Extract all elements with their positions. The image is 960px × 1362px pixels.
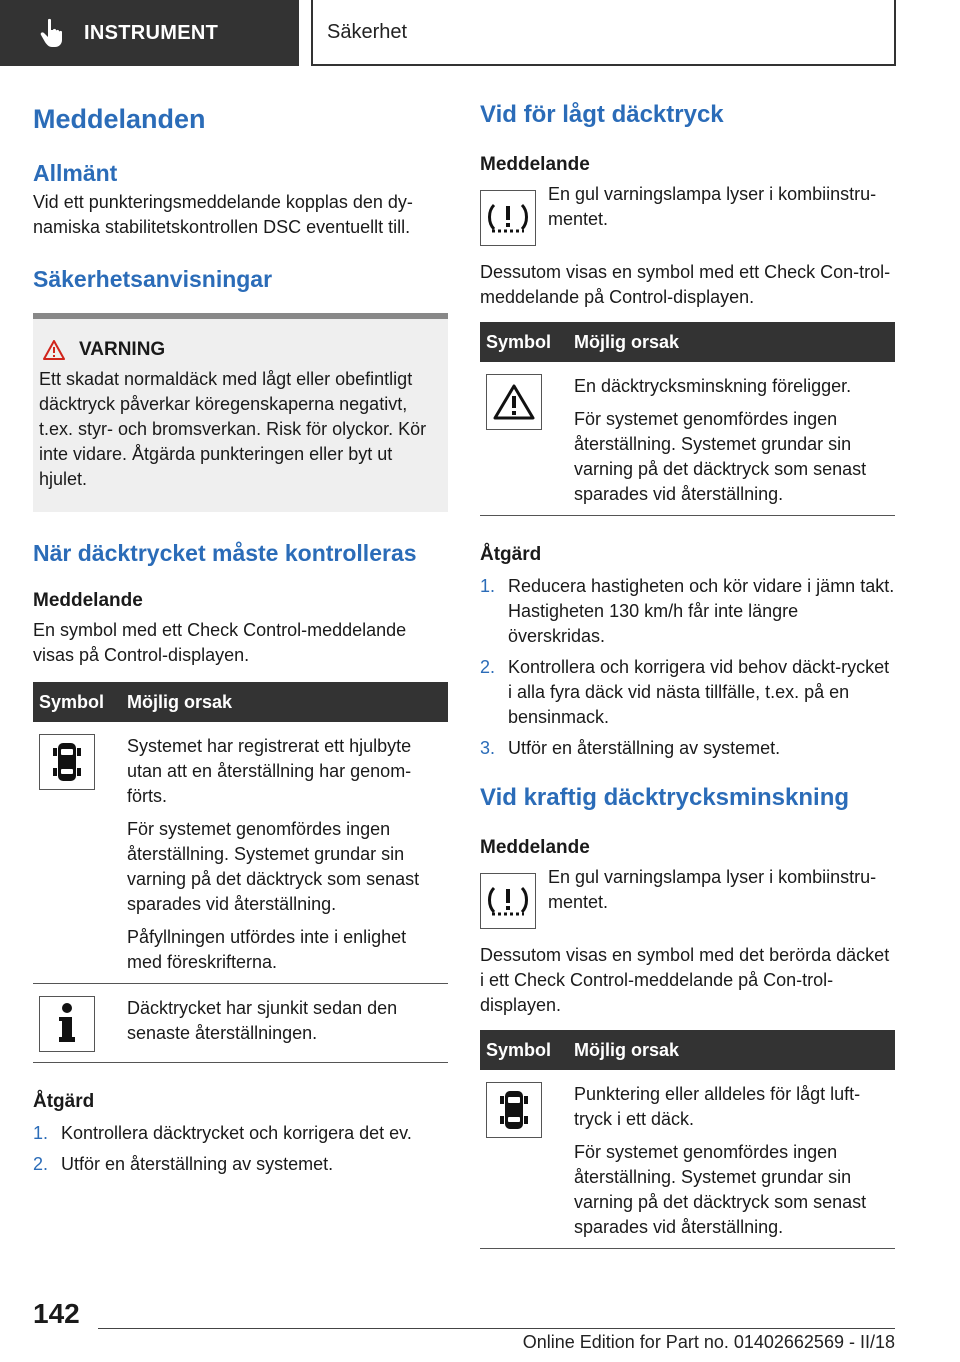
cause-text: Punktering eller alldeles för lågt luft-tryck i ett däck. xyxy=(574,1084,861,1129)
warning-text: Ett skadat normaldäck med lågt eller obefintligt däcktryck påverkar köregenskaperna negativt, t.ex. styr- och bromsverkan. Risk för olyckor. Kör inte vidare. Åtgärda punkteringen eller byt ut hjulet. xyxy=(39,369,427,489)
heading-safety: Säkerhetsanvisningar xyxy=(33,266,273,292)
heading-general: Allmänt xyxy=(33,160,118,186)
extra-text: Dessutom visas en symbol med ett Check Con-trol-meddelande på Control-displayen. xyxy=(480,262,891,307)
tire-pressure-lamp-icon xyxy=(480,190,536,246)
left-column xyxy=(33,92,448,1183)
section-label: Säkerhet xyxy=(311,0,896,66)
message-label: Meddelande xyxy=(33,590,143,611)
info-icon xyxy=(39,996,95,1052)
cause-text: För systemet genomfördes ingen återställning. Systemet grundar sin varning på det däcktryck som senast sparades vid återställning. xyxy=(127,819,420,914)
symbol-table xyxy=(33,682,448,1063)
col-cause: Möjlig orsak xyxy=(121,682,448,722)
lamp-message xyxy=(480,865,895,929)
page-number: 142 xyxy=(33,1298,80,1329)
warning-title xyxy=(43,339,438,361)
cause-text: Påfyllningen utfördes inte i enlighet med föreskrifterna. xyxy=(127,927,407,972)
symbol-table xyxy=(480,1030,895,1249)
list-item: 3. Utför en återställning av systemet. xyxy=(480,738,781,758)
right-column xyxy=(480,92,895,1249)
car-top-view-icon xyxy=(486,1082,542,1138)
message-label: Meddelande xyxy=(480,837,590,858)
chapter-tab xyxy=(0,0,299,66)
action-label: Åtgärd xyxy=(480,544,542,565)
edition-text: Online Edition for Part no. 01402662569 - II/18 xyxy=(522,1332,895,1352)
car-top-view-icon xyxy=(39,734,95,790)
list-item: 2. Utför en återställning av systemet. xyxy=(33,1154,334,1174)
cause-text: För systemet genomfördes ingen återställning. Systemet grundar sin varning på det däcktryck som senast sparades vid återställning. xyxy=(574,409,867,504)
action-steps xyxy=(33,1121,448,1177)
list-item: 1. Kontrollera däcktrycket och korrigera det ev. xyxy=(33,1123,412,1143)
heading-strong-loss: Vid kraftig däcktrycksminskning xyxy=(480,784,850,811)
heading-check-pressure: När däcktrycket måste kontrolleras xyxy=(33,540,417,566)
col-cause: Möjlig orsak xyxy=(568,1030,895,1070)
table-row xyxy=(480,362,895,516)
footer-divider xyxy=(98,1328,895,1329)
action-steps xyxy=(480,574,895,761)
page-footer xyxy=(0,1290,960,1362)
message-label: Meddelande xyxy=(480,154,590,175)
list-item: 1. Reducera hastigheten och kör vidare i jämn takt. Hastigheten 130 km/h får inte längre överskridas. xyxy=(480,576,895,646)
col-cause: Möjlig orsak xyxy=(568,322,895,362)
table-row xyxy=(480,1070,895,1249)
col-symbol: Symbol xyxy=(480,1030,568,1070)
lamp-text: En gul varningslampa lyser i kombiinstru-mentet. xyxy=(548,184,877,229)
hand-pointer-icon xyxy=(40,18,64,48)
col-symbol: Symbol xyxy=(33,682,121,722)
table-row xyxy=(33,722,448,984)
page-header xyxy=(0,0,960,66)
message-text: En symbol med ett Check Control-meddelande visas på Control-displayen. xyxy=(33,620,407,665)
warning-title-label: VARNING xyxy=(79,339,166,360)
col-symbol: Symbol xyxy=(480,322,568,362)
chapter-label: INSTRUMENT xyxy=(84,21,219,44)
table-row xyxy=(33,984,448,1063)
lamp-text: En gul varningslampa lyser i kombiinstru-mentet. xyxy=(548,867,877,912)
cause-text: Däcktrycket har sjunkit sedan den senaste återställningen. xyxy=(127,998,398,1043)
heading-messages: Meddelanden xyxy=(33,104,206,134)
lamp-message xyxy=(480,182,895,246)
cause-text: Systemet har registrerat ett hjulbyte utan att en återställning har genom-förts. xyxy=(127,736,412,806)
list-item: 2. Kontrollera och korrigera vid behov däckt-rycket i alla fyra däck vid nästa tillfälle, t.ex. på en bensinmack. xyxy=(480,657,890,727)
symbol-table xyxy=(480,322,895,516)
extra-text: Dessutom visas en symbol med det berörda däcket i ett Check Control-meddelande på Con-trol-displayen. xyxy=(480,945,890,1015)
warning-triangle-icon xyxy=(43,340,65,360)
action-label: Åtgärd xyxy=(33,1091,95,1112)
warning-triangle-icon xyxy=(486,374,542,430)
general-text: Vid ett punkteringsmeddelande kopplas den dy-namiska stabilitetskontrollen DSC eventuellt till. xyxy=(33,192,413,237)
tire-pressure-lamp-icon xyxy=(480,873,536,929)
cause-text: För systemet genomfördes ingen återställning. Systemet grundar sin varning på det däcktryck som senast sparades vid återställning. xyxy=(574,1142,867,1237)
cause-text: En däcktrycksminskning föreligger. xyxy=(574,376,852,396)
heading-low-pressure: Vid för lågt däcktryck xyxy=(480,101,724,128)
warning-box xyxy=(33,313,448,512)
